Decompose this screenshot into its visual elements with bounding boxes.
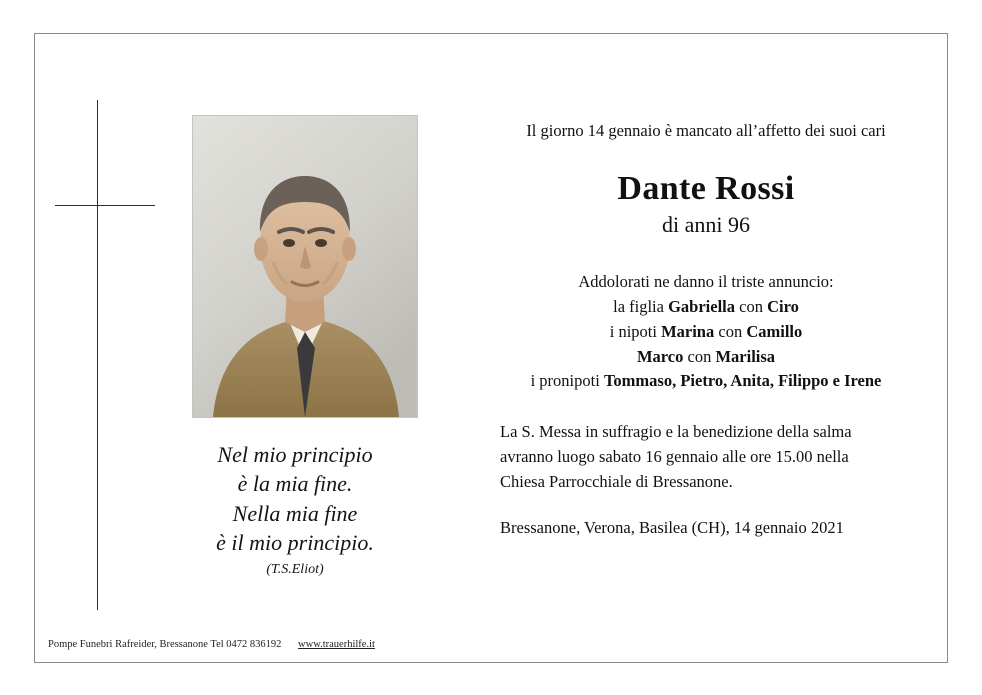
family-row2-name2: Camillo [746,321,803,341]
family-row3-name2: Marilisa [715,346,776,366]
deceased-age: di anni 96 [662,212,750,238]
family-row2-prefix: i nipoti [609,321,662,341]
family-row-daughter [500,295,912,320]
poem-line-4: è il mio principio. [216,529,374,555]
service-line-3: Chiesa Parrocchiale di Bressanone. [500,471,733,491]
family-row4-names: Tommaso, Pietro, Anita, Filippo e Irene [603,371,882,391]
family-row1-prefix: la figlia [613,297,669,317]
family-row1-mid: con [735,297,768,317]
service-line-1: La S. Messa in suffragio e la benedizione della salma [500,422,852,442]
deceased-name: Dante Rossi [617,170,795,208]
service-line-2: avranno luogo sabato 16 gennaio alle ore 15.00 nella [500,446,849,466]
cross-icon [97,100,98,610]
family-row1-name2: Ciro [767,297,799,317]
family-row-great-grandchildren [500,369,912,394]
family-row1-name1: Gabriella [668,297,736,317]
poem-block [150,440,440,580]
service-block [500,420,912,494]
poem-line-3: Nella mia fine [232,500,358,526]
cross-icon-crossbar [55,205,155,206]
left-column [55,95,435,625]
portrait-photo [192,115,418,418]
family-row2-mid: con [714,321,747,341]
family-row3-name1: Marco [636,346,684,366]
funeral-agency-text: Pompe Funebri Rafreider, Bressanone Tel 0472 836192 [48,639,282,650]
family-row-grandchildren-1 [500,320,912,345]
place-and-date: Bressanone, Verona, Basilea (CH), 14 gennaio 2021 [500,518,844,538]
right-column [500,120,912,538]
family-row4-prefix: i pronipoti [530,371,604,391]
announcement-intro: Il giorno 14 gennaio è mancato all’affetto dei suoi cari [526,121,886,140]
family-row3-mid: con [683,346,716,366]
family-intro: Addolorati ne danno il triste annuncio: [578,272,834,292]
family-row2-name1: Marina [661,321,715,341]
footer [48,639,375,650]
website-link[interactable]: www.trauerhilfe.it [298,639,375,650]
poem-line-2: è la mia fine. [237,471,353,497]
family-block [500,270,912,394]
poem-attribution: (T.S.Eliot) [266,562,324,577]
family-row-grandchildren-2 [500,345,912,370]
poem-line-1: Nel mio principio [217,442,373,467]
